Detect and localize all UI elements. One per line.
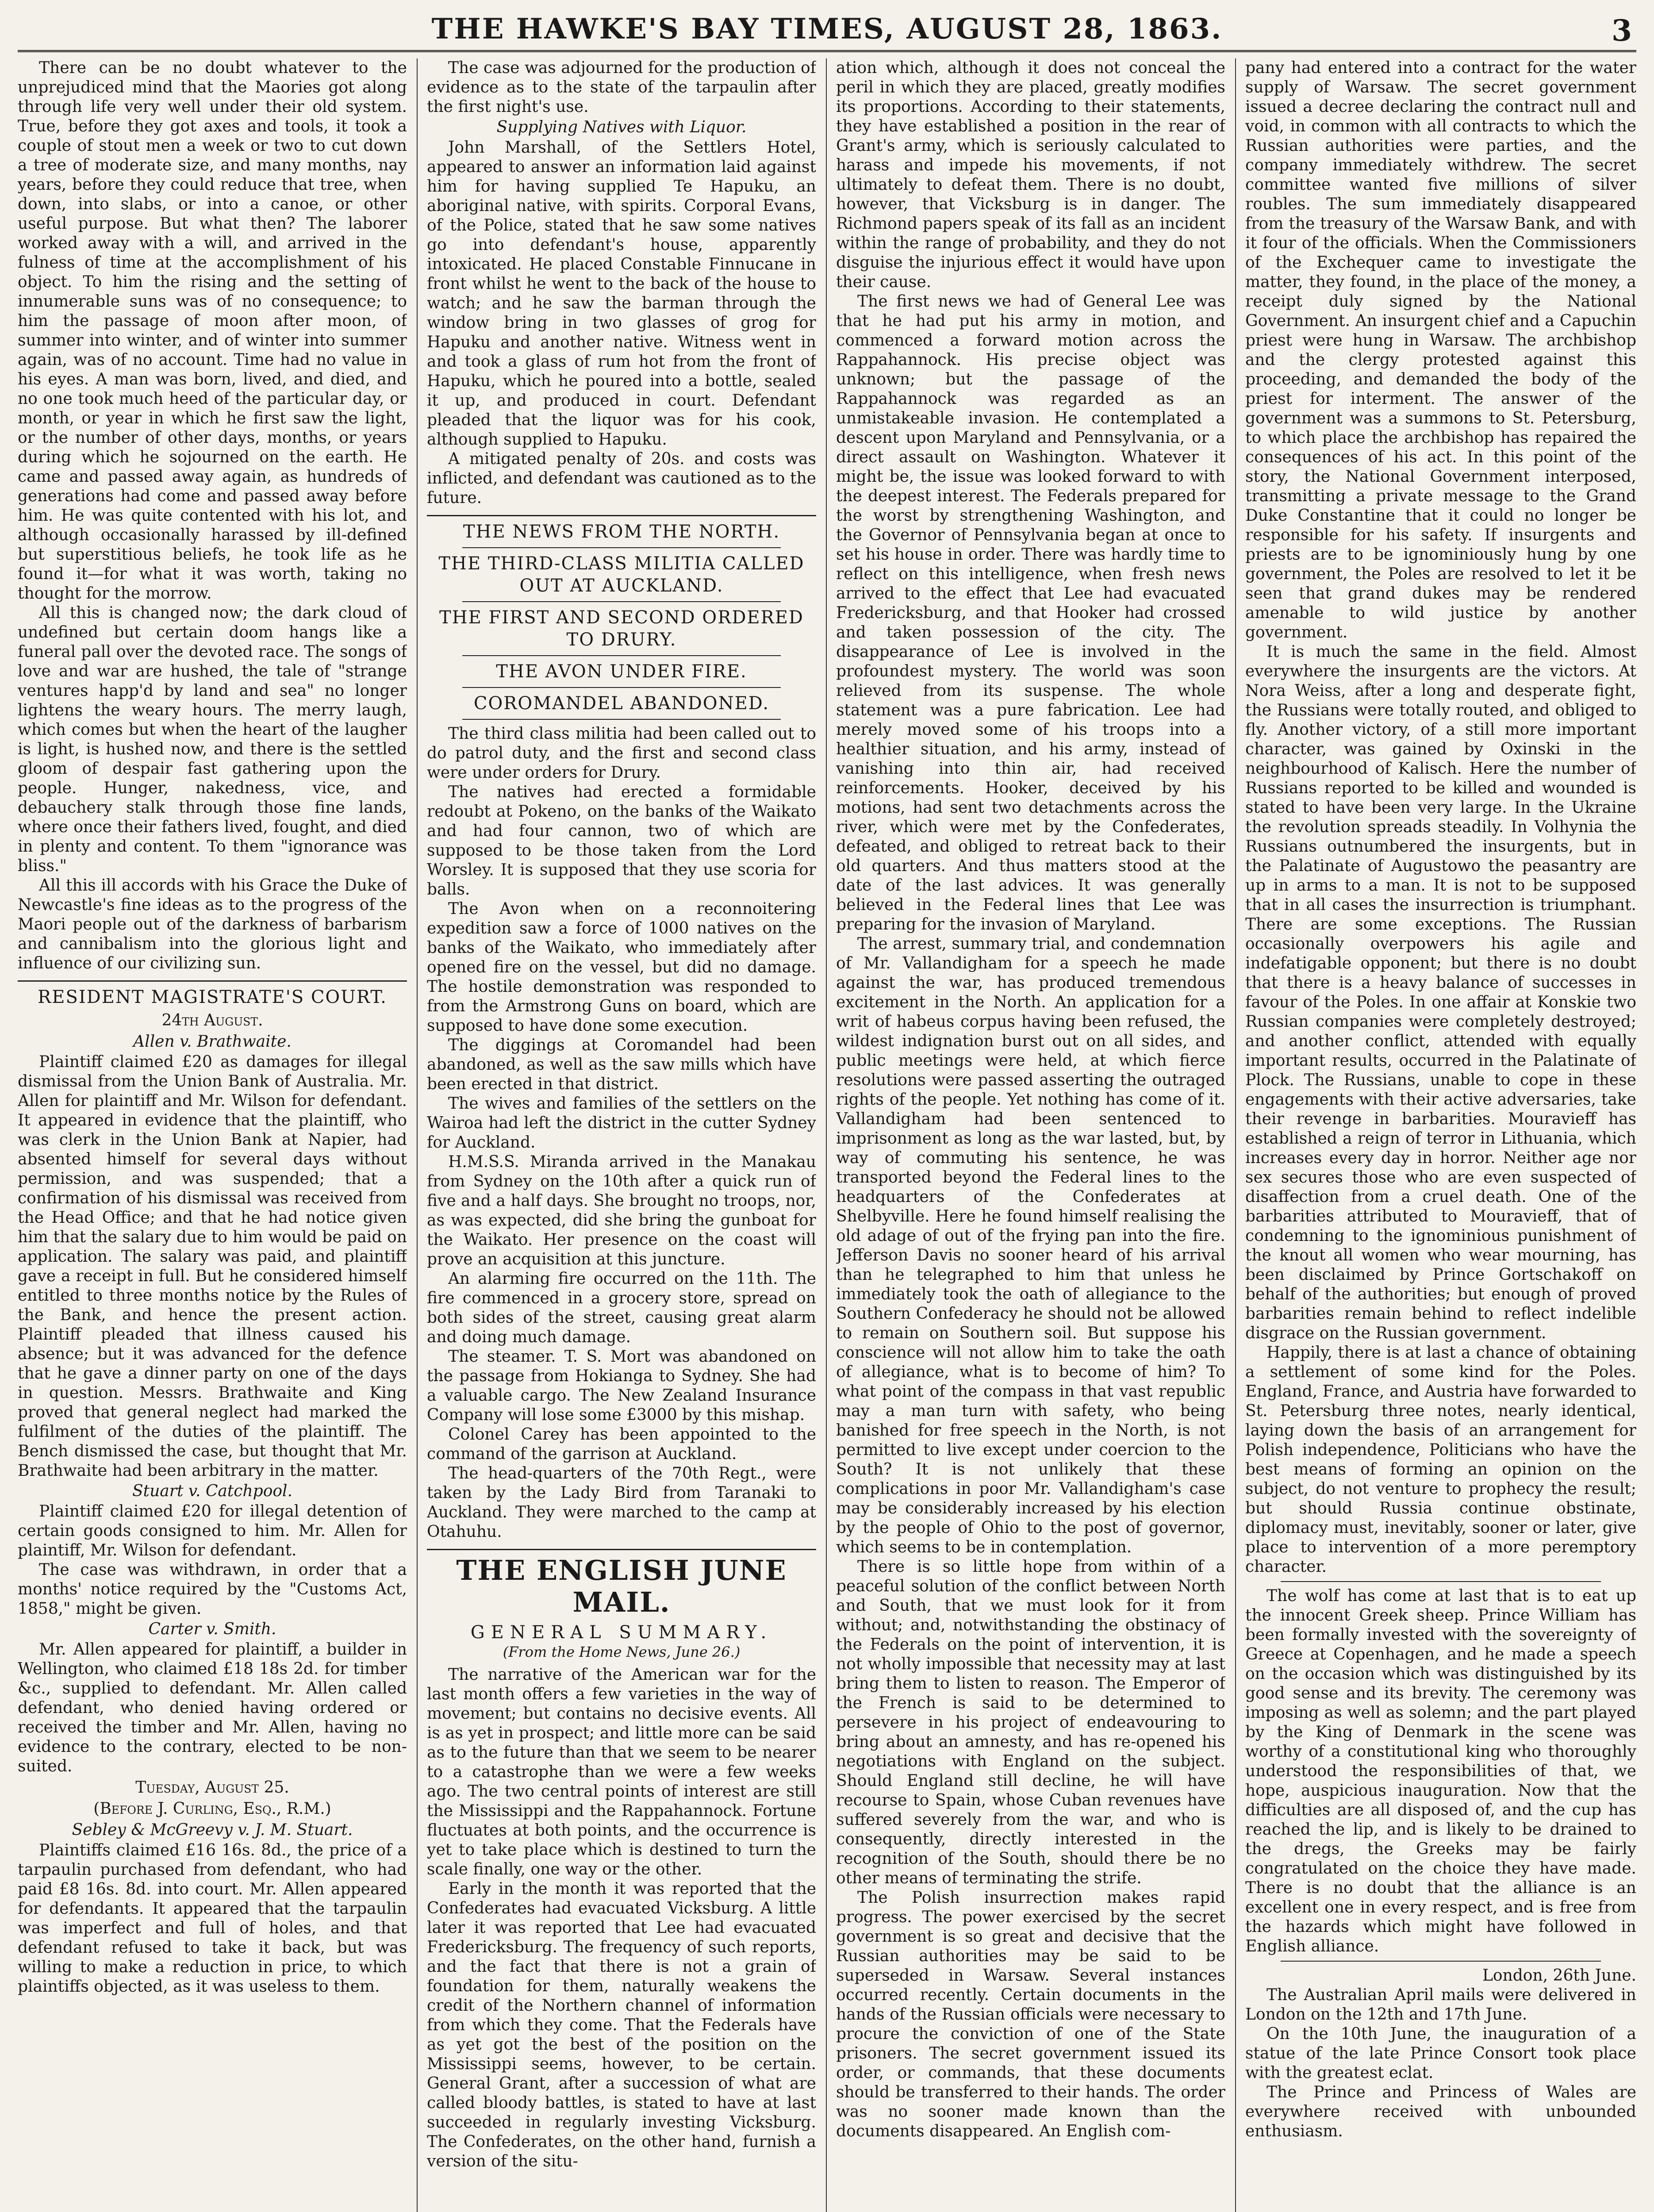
paragraph: The head-quarters of the 70th Regt., were taken by the Lady Bird from Taranaki to Auckland. They were marched to the camp at Otahuhu. bbox=[427, 1464, 816, 1541]
column-4 bbox=[1245, 58, 1636, 2212]
paragraph: Plaintiffs claimed £16 16s. 8d., the price of a tarpaulin purchased from defendant, who had paid £8 16s. 8d. into court. Mr. Allen appeared for defendants. It appeared that the tarpaulin was imperfect and full of holes, and that defendant refused to take it back, but was willing to make a reduction in price, to which plaintiffs objected, as it was useless to them. bbox=[18, 1841, 407, 1996]
paragraph: The Australian April mails were delivered in London on the 12th and 17th June. bbox=[1245, 1986, 1636, 2024]
paragraph: Plaintiff claimed £20 for illegal detention of certain goods consigned to him. Mr. Allen for plaintiff, Mr. Wilson for defendant. bbox=[18, 1502, 407, 1559]
section-divider bbox=[427, 1549, 816, 1550]
paragraph: It is much the same in the field. Almost everywhere the insurgents are the victors. At Nora Weiss, after a long and desperate fight, the Russians were totally routed, and obliged to fly. Another victory, of a still more important character, was gained by Oxinski in the neighbourhood of Kalisch. Here the number of Russians reported to be killed and wounded is stated to have been very large. In the Ukraine the revolution spreads steadily. In Volhynia the Russians outnumbered the insurgents, but in the Palatinate of Augustowo the peasantry are up in arms to a man. It is not to be supposed that in all cases the insurrection is triumphant. There are some exceptions. The Russian occasionally overpowers his agile and indefatigable opponent; but there is no doubt that there is a heavy balance of successes in favour of the Poles. In one affair at Konskie two Russian companies were completely destroyed; and another conflict, attended with equally important results, occurred in the Palatinate of Plock. The Russians, unable to cope in these engagements with their active adversaries, take their revenge in barbarities. Mouravieff has established a reign of terror in Lithuania, which increases every day in horror. Neither age nor sex secures those who are even suspected of disaffection from a cruel death. One of the barbarities attributed to Mouravieff, that of condemning to the ignominious punishment of the knout all women who wear mourning, has been disclaimed by Prince Gortschakoff on behalf of the authorities; but enough of proved barbarities remain behind to reflect indelible disgrace on the Russian government. bbox=[1245, 643, 1636, 1342]
case-title: Stuart v. Catchpool. bbox=[132, 1482, 293, 1500]
case-title: Carter v. Smith. bbox=[148, 1620, 276, 1638]
section-divider bbox=[18, 980, 407, 982]
dateline: London, 26th June. bbox=[1482, 1966, 1636, 1985]
masthead bbox=[18, 8, 1636, 52]
masthead-title: THE HAWKE'S BAY TIMES, AUGUST 28, 1863. bbox=[431, 12, 1223, 46]
paragraph: Happily, there is at last a chance of obtaining a settlement of some kind for the Poles. England, France, and Austria have forwarded to St. Petersburg three notes, nearly identical, laying down the basis of an arrangement for Polish independence, Politicians who have the best means of forming an opinion on the subject, do not venture to prophecy the result; but should Russia continue obstinate, diplomacy must, inevitably, sooner or later, give place to intervention of a more peremptory character. bbox=[1245, 1344, 1636, 1576]
column-3 bbox=[836, 58, 1225, 2212]
paragraph: There can be no doubt whatever to the unprejudiced mind that the Maories got along through life very well under their old system. True, before they got axes and tools, it took a couple of stout men a week or two to cut down a tree of moderate size, and many months, nay years, before they could reduce that tree, when down, into slabs, or into a canoe, or other useful purpose. But what then? The laborer worked away with a will, and arrived in the fulness of time at the accomplishment of his object. To him the rising and the setting of innumerable suns was of no consequence; to him the passage of moon after moon, of summer into winter, and of winter into summer again, was of no account. Time had no value in his eyes. A man was born, lived, and died, and no one took much heed of the particular day, or month, or year in which he first saw the light, or the number of other days, months, or years during which he sojourned on the earth. He came and passed away again, as hundreds of generations had come and passed away before him. He was quite contented with his lot, and although occasionally harassed by ill-defined but superstitious beliefs, he took life as he found it—for what it was worth, taking no thought for the morrow. bbox=[18, 59, 407, 603]
paragraph: The natives had erected a formidable redoubt at Pokeno, on the banks of the Waikato and had four cannon, two of which are supposed to be those taken from the Lord Worsley. It is supposed that they use scoria for balls. bbox=[427, 783, 816, 899]
paragraph: The narrative of the American war for the last month offers a few varieties in the way of movement; but contains no decisive events. All is as yet in prospect; and little more can be said as to the future than that we seem to be nearer to a catastrophe than we were a few weeks ago. The two central points of interest are still the Mississippi and the Rappahannock. Fortune fluctuates at both points, and the occurrence is yet to take place which is destined to turn the scale finally, one way or the other. bbox=[427, 1666, 816, 1878]
court-heading: RESIDENT MAGISTRATE'S COURT. bbox=[38, 987, 387, 1007]
paragraph: The Prince and Princess of Wales are everywhere received with unbounded enthusiasm. bbox=[1245, 2083, 1636, 2140]
paragraph: ation which, although it does not conceal the peril in which they are placed, greatly modifies its proportions. According to their statements, they have established a position in the rear of Grant's army, which is seriously calculated to harass and impede his movements, if not ultimately to defeat them. There is no doubt, however, that Vicksburg is in danger. The Richmond papers speak of its fall as an incident within the range of probability, and they do not disguise the injurious effect it would have upon their cause. bbox=[836, 59, 1225, 291]
paragraph: The arrest, summary trial, and condemnation of Mr. Vallandigham for a speech he made against the war, has produced tremendous excitement in the North. An application for a writ of habeus corpus having been refused, the wildest indignation burst out on all sides, and public meetings were held, at which fierce resolutions were passed asserting the outraged rights of the people. Yet nothing has come of it. Vallandigham had been sentenced to imprisonment as long as the war lasted, but, by way of commuting his sentence, he was transported beyond the Federal lines to the headquarters of the Confederates at Shelbyville. Here he found himself realising the old adage of out of the frying pan into the fire. Jefferson Davis no sooner heard of his arrival than he telegraphed to him that unless he immediately took the oath of allegiance to the Southern Confederacy he should not be allowed to remain on Southern soil. But suppose his conscience will not allow him to take the oath of allegiance, what is to become of him? To what point of the compass in that vast republic may a man turn with safety, who being banished for free speech in the North, is not permitted to live except under coercion to the South? It is not unlikely that these complications in poor Mr. Vallandigham's case may be considerably increased by his election by the people of Ohio to the post of governor, which seems to be in contemplation. bbox=[836, 935, 1225, 1556]
news-heading: THE NEWS FROM THE NORTH. bbox=[463, 522, 780, 542]
page-number: 3 bbox=[1612, 13, 1632, 48]
paragraph: A mitigated penalty of 20s. and costs was inflicted, and defendant was cautioned as to the future. bbox=[427, 450, 816, 507]
column-rule bbox=[417, 58, 418, 2212]
paragraph: The case was withdrawn, in order that a months' notice required by the "Customs Act, 1858," might be given. bbox=[18, 1561, 407, 1618]
paragraph: pany had entered into a contract for the water supply of Warsaw. The secret government issued a decree declaring the contract null and void, in common with all contracts to which the Russian authorities were parties, and the company immediately withdrew. The secret committee wanted five millions of silver roubles. The sum immediately disappeared from the treasury of the Warsaw Bank, and with it four of the officials. When the Commissioners of the Exchequer came to investigate the matter, they found, in the place of the money, a receipt duly signed by the National Government. An insurgent chief and a Capuchin priest were hung in Warsaw. The archbishop and the clergy protested against this proceeding, and demanded the body of the priest for interment. The answer of the government was a summons to St. Petersburg, to which place the archbishop has repaired the consequences of his act. In this point of the story, the National Government interposed, transmitting a private message to the Grand Duke Constantine that it could no longer be responsible for his safety. If insurgents and priests are to be ignominiously hung by one government, the Poles are resolved to let it be seen that grand dukes may be rendered amenable to wild justice by another government. bbox=[1245, 59, 1636, 641]
court-date: 24th August. bbox=[161, 1011, 263, 1029]
case-title: Allen v. Brathwaite. bbox=[133, 1033, 292, 1051]
section-divider bbox=[1281, 1961, 1601, 1962]
section-divider bbox=[427, 515, 816, 516]
paragraph: All this ill accords with his Grace the Duke of Newcastle's fine ideas as to the progress of the Maori people out of the darkness of barbarism and cannibalism into the glorious light and influence of our civilizing sun. bbox=[18, 876, 407, 972]
heading-divider bbox=[462, 655, 781, 656]
subheading: Supplying Natives with Liquor. bbox=[496, 118, 747, 136]
paragraph: The steamer. T. S. Mort was abandoned on the passage from Hokianga to Sydney. She had a valuable cargo. The New Zealand Insurance Company will lose some £3000 by this mishap. bbox=[427, 1348, 816, 1424]
column-rule bbox=[826, 58, 827, 2212]
paragraph: All this is changed now; the dark cloud of undefined but certain doom hangs like a funeral pall over the devoted race. The songs of love and war are hushed, the tale of "strange ventures happ'd by land and sea" no longer lightens the weary hours. The merry laugh, which comes but when the heart of the laugher is light, is hushed now, and there is the settled gloom of despair fast gathering upon the people. Hunger, nakedness, vice, and debauchery stalk through those fine lands, where once their fathers lived, fought, and died in plenty and content. To them "ignorance was bliss." bbox=[18, 604, 407, 875]
article-columns bbox=[18, 58, 1636, 2212]
column-1 bbox=[18, 58, 407, 2212]
paragraph: Early in the month it was reported that the Confederates had evacuated Vicksburg. A little later it was reported that Lee had evacuated Fredericksburg. The frequency of such reports, and the fact that there is not a grain of foundation for them, naturally weakens the credit of the Northern channel of information from which they come. That the Federals have as yet got the best of the position on the Mississippi seems, however, to be certain. General Grant, after a succession of what are called bloody battles, is stated to have at last succeeded in regularly investing Vicksburg. The Confederates, on the other hand, furnish a version of the situ- bbox=[427, 1880, 816, 2170]
paragraph: The case was adjourned for the production of evidence as to the state of the tarpaulin after the first night's use. bbox=[427, 59, 816, 116]
bench-note: (Before J. Curling, Esq., R.M.) bbox=[93, 1800, 331, 1818]
heading-divider bbox=[462, 601, 781, 602]
column-2 bbox=[427, 58, 816, 2212]
heading-divider bbox=[462, 547, 781, 548]
news-heading: COROMANDEL ABANDONED. bbox=[473, 693, 770, 714]
column-rule bbox=[1235, 58, 1236, 2212]
paragraph: The first news we had of General Lee was that he had put his army in motion, and commenced a forward motion across the Rappahannock. His precise object was unknown; but the passage of the Rappahannock was regarded as an unmistakeable invasion. He contemplated a descent upon Maryland and Pennsylvania, or a direct assault on Washington. Whatever it might be, the issue was looked forward to with the deepest interest. The Federals prepared for the worst by strengthening Washington, and the Governor of Pennsylvania began at once to set his house in order. There was hardly time to reflect on this intelligence, when fresh news arrived to the effect that Lee had evacuated Fredericksburg, and that Hooker had crossed and taken possession of the city. The disappearance of Lee is involved in the profoundest mystery. The world was soon relieved from its suspense. The whole statement was a pure fabrication. Lee had merely moved some of his troops into a healthier situation, and his army, instead of vanishing into thin air, had received reinforcements. Hooker, deceived by his motions, had sent two detachments across the river, which were met by the Confederates, defeated, and obliged to retreat back to their old quarters. And thus matters stood at the date of the last advices. It was generally believed in the Federal lines that Lee was preparing for the invasion of Maryland. bbox=[836, 292, 1225, 933]
news-heading: THE FIRST AND SECOND ORDERED TO DRURY. bbox=[439, 607, 804, 650]
case-title: Sebley & McGreevy v. J. M. Stuart. bbox=[72, 1821, 353, 1839]
paragraph: The third class militia had been called out to do patrol duty, and the first and second class were under orders for Drury. bbox=[427, 725, 816, 782]
paragraph: The wives and families of the settlers on the Wairoa had left the district in the cutter Sydney for Auckland. bbox=[427, 1094, 816, 1152]
paragraph: An alarming fire occurred on the 11th. The fire commenced in a grocery store, spread on both sides of the street, causing great alarm and doing much damage. bbox=[427, 1270, 816, 1346]
paragraph: Colonel Carey has been appointed to the command of the garrison at Auckland. bbox=[427, 1425, 816, 1463]
paragraph: The Polish insurrection makes rapid progress. The power exercised by the secret government is so great and decisive that the Russian authorities may be said to be superseded in Warsaw. Several instances occurred recently. Certain documents in the hands of the Russian officials were necessary to procure the conviction of one of the State prisoners. The secret government issued its order, or commands, that these documents should be transferred to their hands. The order was no sooner made known than the documents disappeared. An English com- bbox=[836, 1889, 1225, 2140]
heading-divider bbox=[462, 687, 781, 688]
mail-headline: THE ENGLISH JUNE MAIL. bbox=[456, 1554, 787, 1618]
news-heading: THE THIRD-CLASS MILITIA CALLED OUT AT AUCKLAND. bbox=[438, 553, 805, 596]
paragraph: Plaintiff claimed £20 as damages for illegal dismissal from the Union Bank of Australia. Mr. Allen for plaintiff and Mr. Wilson for defendant. It appeared in evidence that the plaintiff, who was clerk in the Union Bank at Napier, had absented himself for several days without permission, and was suspended; that a confirmation of his dismissal was received from the Head Office; and that he had notice given him that the salary due to him would be paid on application. The salary was paid, and plaintiff gave a receipt in full. But he considered himself entitled to three months notice by the Rules of the Bank, and hence the present action. Plaintiff pleaded that illness caused his absence; but it was advanced for the defence that he gave a dinner party on one of the days in question. Messrs. Brathwaite and King proved that general neglect had marked the fulfilment of the duties of the plaintiff. The Bench dismissed the case, but thought that Mr. Brathwaite had been arbitrary in the matter. bbox=[18, 1053, 407, 1480]
paragraph: The Avon when on a reconnoitering expedition saw a force of 1000 natives on the banks of the Waikato, who immediately after opened fire on the vessel, but did no damage. The hostile demonstration was responded to from the Armstrong Guns on board, which are supposed to have done some execution. bbox=[427, 900, 816, 1035]
court-date: Tuesday, August 25. bbox=[135, 1778, 289, 1797]
paragraph: John Marshall, of the Settlers Hotel, appeared to answer an information laid against him for having supplied Te Hapuku, an aboriginal native, with spirits. Corporal Evans, of the Police, stated that he saw some natives go into defendant's house, apparently intoxicated. He placed Constable Finnucane in front whilst he went to the back of the house to watch; and he saw the barman through the window bring in two glasses of grog for Hapuku and another native. Witness went in and took a glass of rum hot from the front of Hapuku, which he poured into a bottle, sealed it up, and produced in court. Defendant pleaded that the liquor was for his cook, although supplied to Hapuku. bbox=[427, 138, 816, 449]
source-credit: (From the Home News, June 26.) bbox=[503, 1644, 741, 1660]
heading-divider bbox=[462, 719, 781, 720]
summary-heading: GENERAL SUMMARY. bbox=[470, 1622, 773, 1643]
news-heading: THE AVON UNDER FIRE. bbox=[496, 661, 747, 682]
paragraph: The diggings at Coromandel had been abandoned, as well as the saw mills which have been erected in that district. bbox=[427, 1036, 816, 1093]
paragraph: Mr. Allen appeared for plaintiff, a builder in Wellington, who claimed £18 18s 2d. for timber &c., supplied to defendant. Mr. Allen called defendant, who denied having ordered or received the timber and Mr. Allen, having no evidence to the contrary, elected to be non-suited. bbox=[18, 1640, 407, 1775]
paragraph: The wolf has come at last that is to eat up the innocent Greek sheep. Prince William has been formally invested with the sovereignty of Greece at Copenhagen, and he made a speech on the occasion which was distinguished by its good sense and its brevity. The ceremony was imposing as well as solemn; and the part played by the King of Denmark in the scene was worthy of a constitutional king who thoroughly understood the responsibilities of that, we hope, auspicious inauguration. Now that the difficulties are all disposed of, and the cup has reached the lip, and is likely to be drained to the dregs, the Greeks may be fairly congratulated on the choice they have made. There is no doubt that the alliance is an excellent one in every respect, and is free from the hazards which might have followed in English alliance. bbox=[1245, 1587, 1636, 1955]
paragraph: H.M.S.S. Miranda arrived in the Manakau from Sydney on the 10th after a quick run of five and a half days. She brought no troops, nor, as was expected, did she bring the gunboat for the Waikato. Her presence on the coast will prove an acquisition at this juncture. bbox=[427, 1153, 816, 1268]
section-divider bbox=[1281, 1581, 1601, 1582]
paragraph: There is so little hope from within of a peaceful solution of the conflict between North and South, that we must look for it from without; and, notwithstanding the obstinacy of the Federals on the point of intervention, it is not wholly impossible that necessity may at last bring them to listen to reason. The Emperor of the French is said to be determined to persevere in his project of endeavouring to bring about an amnesty, and has re-opened his negotiations with England on the subject. Should England still decline, he will have recourse to Spain, whose Cuban revenues have suffered severely from the war, and who is consequently, directly interested in the recognition of the South, should there be no other means of terminating the strife. bbox=[836, 1558, 1225, 1887]
paragraph: On the 10th June, the inauguration of a statue of the late Prince Consort took place with the greatest eclat. bbox=[1245, 2025, 1636, 2082]
